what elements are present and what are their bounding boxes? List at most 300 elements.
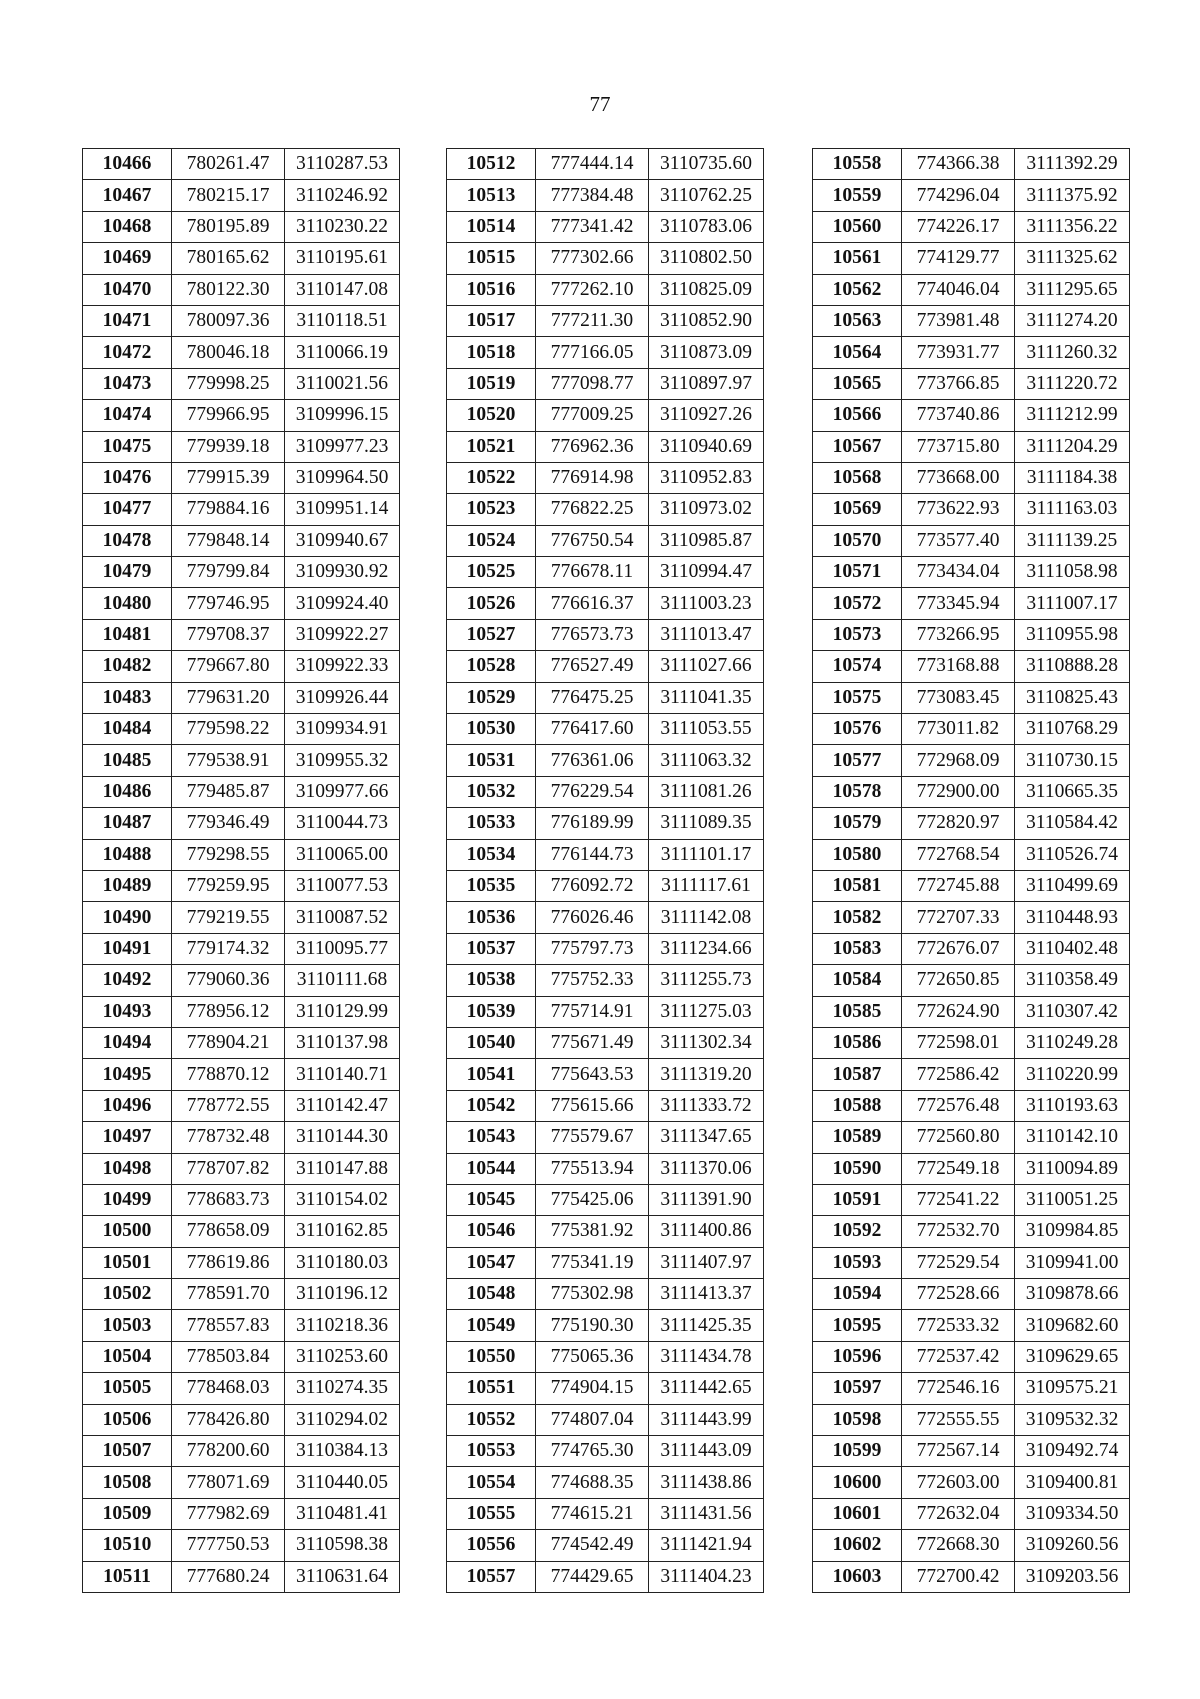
point-id-cell: 10602 — [813, 1530, 902, 1561]
y-coordinate-cell: 3111302.34 — [649, 1027, 764, 1058]
x-coordinate-cell: 776475.25 — [536, 682, 649, 713]
x-coordinate-cell: 775302.98 — [536, 1279, 649, 1310]
x-coordinate-cell: 773011.82 — [902, 714, 1015, 745]
point-id-cell: 10583 — [813, 933, 902, 964]
table-row — [813, 1561, 1130, 1592]
x-coordinate-cell: 776750.54 — [536, 525, 649, 556]
y-coordinate-cell: 3110940.69 — [649, 431, 764, 462]
y-coordinate-cell: 3111027.66 — [649, 651, 764, 682]
y-coordinate-cell: 3110598.38 — [285, 1530, 400, 1561]
y-coordinate-cell: 3111053.55 — [649, 714, 764, 745]
x-coordinate-cell: 779667.80 — [172, 651, 285, 682]
table-row — [813, 839, 1130, 870]
point-id-cell: 10488 — [83, 839, 172, 870]
y-coordinate-cell: 3110051.25 — [1015, 1184, 1130, 1215]
y-coordinate-cell: 3110249.28 — [1015, 1027, 1130, 1058]
point-id-cell: 10535 — [447, 870, 536, 901]
x-coordinate-cell: 772820.97 — [902, 808, 1015, 839]
point-id-cell: 10469 — [83, 243, 172, 274]
y-coordinate-cell: 3109984.85 — [1015, 1216, 1130, 1247]
table-row — [813, 243, 1130, 274]
point-id-cell: 10515 — [447, 243, 536, 274]
table-row — [83, 1373, 400, 1404]
x-coordinate-cell: 772700.42 — [902, 1561, 1015, 1592]
table-row — [813, 1122, 1130, 1153]
table-row — [447, 274, 764, 305]
y-coordinate-cell: 3110044.73 — [285, 808, 400, 839]
table-row — [83, 431, 400, 462]
point-id-cell: 10507 — [83, 1436, 172, 1467]
table-row — [813, 996, 1130, 1027]
table-row — [813, 651, 1130, 682]
table-row — [83, 588, 400, 619]
x-coordinate-cell: 779174.32 — [172, 933, 285, 964]
table-row — [83, 682, 400, 713]
x-coordinate-cell: 780261.47 — [172, 149, 285, 180]
y-coordinate-cell: 3111007.17 — [1015, 588, 1130, 619]
x-coordinate-cell: 775065.36 — [536, 1341, 649, 1372]
point-id-cell: 10569 — [813, 494, 902, 525]
x-coordinate-cell: 773622.93 — [902, 494, 1015, 525]
x-coordinate-cell: 772707.33 — [902, 902, 1015, 933]
point-id-cell: 10484 — [83, 714, 172, 745]
point-id-cell: 10501 — [83, 1247, 172, 1278]
y-coordinate-cell: 3111255.73 — [649, 965, 764, 996]
table-row — [447, 745, 764, 776]
x-coordinate-cell: 774765.30 — [536, 1436, 649, 1467]
x-coordinate-cell: 778707.82 — [172, 1153, 285, 1184]
table-row — [813, 619, 1130, 650]
x-coordinate-cell: 776229.54 — [536, 776, 649, 807]
point-id-cell: 10470 — [83, 274, 172, 305]
table-row — [813, 1373, 1130, 1404]
y-coordinate-cell: 3111438.86 — [649, 1467, 764, 1498]
point-id-cell: 10589 — [813, 1122, 902, 1153]
x-coordinate-cell: 778619.86 — [172, 1247, 285, 1278]
table-row — [83, 619, 400, 650]
point-id-cell: 10499 — [83, 1184, 172, 1215]
point-id-cell: 10575 — [813, 682, 902, 713]
y-coordinate-cell: 3111212.99 — [1015, 400, 1130, 431]
table-row — [83, 808, 400, 839]
table-row — [813, 682, 1130, 713]
table-row — [83, 400, 400, 431]
x-coordinate-cell: 777009.25 — [536, 400, 649, 431]
y-coordinate-cell: 3109940.67 — [285, 525, 400, 556]
y-coordinate-cell: 3110768.29 — [1015, 714, 1130, 745]
table-row — [83, 1436, 400, 1467]
point-id-cell: 10586 — [813, 1027, 902, 1058]
point-id-cell: 10533 — [447, 808, 536, 839]
table-row — [447, 1279, 764, 1310]
table-row — [83, 368, 400, 399]
table-row — [83, 1498, 400, 1529]
y-coordinate-cell: 3111220.72 — [1015, 368, 1130, 399]
table-row — [83, 839, 400, 870]
table-row — [83, 870, 400, 901]
x-coordinate-cell: 772900.00 — [902, 776, 1015, 807]
y-coordinate-cell: 3111204.29 — [1015, 431, 1130, 462]
y-coordinate-cell: 3111392.29 — [1015, 149, 1130, 180]
table-row — [813, 714, 1130, 745]
point-id-cell: 10486 — [83, 776, 172, 807]
x-coordinate-cell: 778071.69 — [172, 1467, 285, 1498]
y-coordinate-cell: 3109878.66 — [1015, 1279, 1130, 1310]
x-coordinate-cell: 778772.55 — [172, 1090, 285, 1121]
y-coordinate-cell: 3110994.47 — [649, 557, 764, 588]
x-coordinate-cell: 775714.91 — [536, 996, 649, 1027]
y-coordinate-cell: 3110140.71 — [285, 1059, 400, 1090]
point-id-cell: 10532 — [447, 776, 536, 807]
x-coordinate-cell: 778732.48 — [172, 1122, 285, 1153]
y-coordinate-cell: 3110253.60 — [285, 1341, 400, 1372]
x-coordinate-cell: 773434.04 — [902, 557, 1015, 588]
table-row — [83, 337, 400, 368]
y-coordinate-cell: 3110897.97 — [649, 368, 764, 399]
table-row — [813, 1153, 1130, 1184]
x-coordinate-cell: 777098.77 — [536, 368, 649, 399]
x-coordinate-cell: 776092.72 — [536, 870, 649, 901]
x-coordinate-cell: 778956.12 — [172, 996, 285, 1027]
table-row — [447, 1561, 764, 1592]
point-id-cell: 10564 — [813, 337, 902, 368]
x-coordinate-cell: 777384.48 — [536, 180, 649, 211]
table-row — [813, 588, 1130, 619]
point-id-cell: 10520 — [447, 400, 536, 431]
table-row — [83, 149, 400, 180]
y-coordinate-cell: 3110985.87 — [649, 525, 764, 556]
table-row — [447, 1247, 764, 1278]
y-coordinate-cell: 3110526.74 — [1015, 839, 1130, 870]
x-coordinate-cell: 780122.30 — [172, 274, 285, 305]
table-row — [447, 965, 764, 996]
x-coordinate-cell: 778683.73 — [172, 1184, 285, 1215]
y-coordinate-cell: 3110294.02 — [285, 1404, 400, 1435]
point-id-cell: 10518 — [447, 337, 536, 368]
x-coordinate-cell: 775615.66 — [536, 1090, 649, 1121]
y-coordinate-cell: 3110852.90 — [649, 305, 764, 336]
point-id-cell: 10475 — [83, 431, 172, 462]
table-row — [447, 870, 764, 901]
point-id-cell: 10585 — [813, 996, 902, 1027]
y-coordinate-cell: 3110195.61 — [285, 243, 400, 274]
y-coordinate-cell: 3111274.20 — [1015, 305, 1130, 336]
x-coordinate-cell: 776026.46 — [536, 902, 649, 933]
point-id-cell: 10467 — [83, 180, 172, 211]
point-id-cell: 10502 — [83, 1279, 172, 1310]
y-coordinate-cell: 3111434.78 — [649, 1341, 764, 1372]
x-coordinate-cell: 773931.77 — [902, 337, 1015, 368]
point-id-cell: 10580 — [813, 839, 902, 870]
point-id-cell: 10596 — [813, 1341, 902, 1372]
point-id-cell: 10578 — [813, 776, 902, 807]
y-coordinate-cell: 3111101.17 — [649, 839, 764, 870]
x-coordinate-cell: 776962.36 — [536, 431, 649, 462]
table-row — [447, 902, 764, 933]
table-row — [83, 965, 400, 996]
table-row — [83, 305, 400, 336]
point-id-cell: 10531 — [447, 745, 536, 776]
point-id-cell: 10538 — [447, 965, 536, 996]
point-id-cell: 10561 — [813, 243, 902, 274]
y-coordinate-cell: 3110162.85 — [285, 1216, 400, 1247]
point-id-cell: 10491 — [83, 933, 172, 964]
point-id-cell: 10534 — [447, 839, 536, 870]
point-id-cell: 10466 — [83, 149, 172, 180]
table-row — [813, 431, 1130, 462]
coordinate-table-1 — [82, 148, 400, 1593]
y-coordinate-cell: 3109334.50 — [1015, 1498, 1130, 1529]
x-coordinate-cell: 779219.55 — [172, 902, 285, 933]
x-coordinate-cell: 775425.06 — [536, 1184, 649, 1215]
y-coordinate-cell: 3110193.63 — [1015, 1090, 1130, 1121]
y-coordinate-cell: 3109951.14 — [285, 494, 400, 525]
table-row — [83, 933, 400, 964]
table-row — [447, 651, 764, 682]
point-id-cell: 10524 — [447, 525, 536, 556]
y-coordinate-cell: 3109941.00 — [1015, 1247, 1130, 1278]
table-row — [83, 274, 400, 305]
point-id-cell: 10489 — [83, 870, 172, 901]
x-coordinate-cell: 774046.04 — [902, 274, 1015, 305]
y-coordinate-cell: 3109532.32 — [1015, 1404, 1130, 1435]
x-coordinate-cell: 772555.55 — [902, 1404, 1015, 1435]
point-id-cell: 10527 — [447, 619, 536, 650]
point-id-cell: 10587 — [813, 1059, 902, 1090]
x-coordinate-cell: 774904.15 — [536, 1373, 649, 1404]
table-row — [813, 1310, 1130, 1341]
point-id-cell: 10513 — [447, 180, 536, 211]
x-coordinate-cell: 772650.85 — [902, 965, 1015, 996]
y-coordinate-cell: 3109955.32 — [285, 745, 400, 776]
x-coordinate-cell: 775797.73 — [536, 933, 649, 964]
x-coordinate-cell: 777341.42 — [536, 211, 649, 242]
table-row — [813, 1436, 1130, 1467]
x-coordinate-cell: 772560.80 — [902, 1122, 1015, 1153]
point-id-cell: 10490 — [83, 902, 172, 933]
table-row — [813, 1216, 1130, 1247]
table-row — [83, 1184, 400, 1215]
y-coordinate-cell: 3111442.65 — [649, 1373, 764, 1404]
x-coordinate-cell: 779884.16 — [172, 494, 285, 525]
point-id-cell: 10544 — [447, 1153, 536, 1184]
y-coordinate-cell: 3110440.05 — [285, 1467, 400, 1498]
point-id-cell: 10480 — [83, 588, 172, 619]
y-coordinate-cell: 3110246.92 — [285, 180, 400, 211]
point-id-cell: 10477 — [83, 494, 172, 525]
x-coordinate-cell: 774129.77 — [902, 243, 1015, 274]
point-id-cell: 10549 — [447, 1310, 536, 1341]
table-row — [83, 1279, 400, 1310]
point-id-cell: 10529 — [447, 682, 536, 713]
table-row — [447, 776, 764, 807]
table-row — [813, 902, 1130, 933]
point-id-cell: 10588 — [813, 1090, 902, 1121]
y-coordinate-cell: 3110144.30 — [285, 1122, 400, 1153]
y-coordinate-cell: 3111370.06 — [649, 1153, 764, 1184]
x-coordinate-cell: 779848.14 — [172, 525, 285, 556]
table-row — [447, 557, 764, 588]
point-id-cell: 10511 — [83, 1561, 172, 1592]
table-row — [813, 557, 1130, 588]
y-coordinate-cell: 3111400.86 — [649, 1216, 764, 1247]
point-id-cell: 10481 — [83, 619, 172, 650]
point-id-cell: 10545 — [447, 1184, 536, 1215]
point-id-cell: 10530 — [447, 714, 536, 745]
table-row — [813, 1404, 1130, 1435]
y-coordinate-cell: 3110147.08 — [285, 274, 400, 305]
y-coordinate-cell: 3110448.93 — [1015, 902, 1130, 933]
table-row — [813, 1498, 1130, 1529]
x-coordinate-cell: 776417.60 — [536, 714, 649, 745]
x-coordinate-cell: 774807.04 — [536, 1404, 649, 1435]
table-row — [813, 211, 1130, 242]
y-coordinate-cell: 3109996.15 — [285, 400, 400, 431]
point-id-cell: 10493 — [83, 996, 172, 1027]
point-id-cell: 10568 — [813, 462, 902, 493]
y-coordinate-cell: 3111013.47 — [649, 619, 764, 650]
table-row — [813, 745, 1130, 776]
x-coordinate-cell: 773981.48 — [902, 305, 1015, 336]
point-id-cell: 10492 — [83, 965, 172, 996]
y-coordinate-cell: 3110584.42 — [1015, 808, 1130, 839]
point-id-cell: 10591 — [813, 1184, 902, 1215]
y-coordinate-cell: 3110230.22 — [285, 211, 400, 242]
table-row — [813, 1341, 1130, 1372]
y-coordinate-cell: 3109977.23 — [285, 431, 400, 462]
point-id-cell: 10592 — [813, 1216, 902, 1247]
x-coordinate-cell: 780046.18 — [172, 337, 285, 368]
table-row — [813, 1530, 1130, 1561]
x-coordinate-cell: 778426.80 — [172, 1404, 285, 1435]
x-coordinate-cell: 772624.90 — [902, 996, 1015, 1027]
point-id-cell: 10542 — [447, 1090, 536, 1121]
table-row — [447, 839, 764, 870]
coordinate-table-3 — [812, 148, 1130, 1593]
y-coordinate-cell: 3111391.90 — [649, 1184, 764, 1215]
x-coordinate-cell: 773168.88 — [902, 651, 1015, 682]
y-coordinate-cell: 3110888.28 — [1015, 651, 1130, 682]
table-row — [83, 211, 400, 242]
y-coordinate-cell: 3110065.00 — [285, 839, 400, 870]
x-coordinate-cell: 779298.55 — [172, 839, 285, 870]
point-id-cell: 10494 — [83, 1027, 172, 1058]
y-coordinate-cell: 3110481.41 — [285, 1498, 400, 1529]
table-row — [813, 1247, 1130, 1278]
x-coordinate-cell: 779538.91 — [172, 745, 285, 776]
x-coordinate-cell: 780097.36 — [172, 305, 285, 336]
y-coordinate-cell: 3110021.56 — [285, 368, 400, 399]
y-coordinate-cell: 3111058.98 — [1015, 557, 1130, 588]
x-coordinate-cell: 773266.95 — [902, 619, 1015, 650]
x-coordinate-cell: 776361.06 — [536, 745, 649, 776]
y-coordinate-cell: 3111333.72 — [649, 1090, 764, 1121]
y-coordinate-cell: 3111431.56 — [649, 1498, 764, 1529]
x-coordinate-cell: 780165.62 — [172, 243, 285, 274]
point-id-cell: 10482 — [83, 651, 172, 682]
point-id-cell: 10528 — [447, 651, 536, 682]
point-id-cell: 10551 — [447, 1373, 536, 1404]
y-coordinate-cell: 3111089.35 — [649, 808, 764, 839]
y-coordinate-cell: 3111421.94 — [649, 1530, 764, 1561]
x-coordinate-cell: 772968.09 — [902, 745, 1015, 776]
table-row — [447, 494, 764, 525]
point-id-cell: 10603 — [813, 1561, 902, 1592]
table-row — [83, 651, 400, 682]
table-row — [813, 933, 1130, 964]
x-coordinate-cell: 780215.17 — [172, 180, 285, 211]
x-coordinate-cell: 777211.30 — [536, 305, 649, 336]
table-row — [447, 1090, 764, 1121]
point-id-cell: 10601 — [813, 1498, 902, 1529]
y-coordinate-cell: 3110873.09 — [649, 337, 764, 368]
point-id-cell: 10599 — [813, 1436, 902, 1467]
y-coordinate-cell: 3111081.26 — [649, 776, 764, 807]
y-coordinate-cell: 3110973.02 — [649, 494, 764, 525]
table-row — [447, 368, 764, 399]
x-coordinate-cell: 772533.32 — [902, 1310, 1015, 1341]
y-coordinate-cell: 3111117.61 — [649, 870, 764, 901]
y-coordinate-cell: 3110307.42 — [1015, 996, 1130, 1027]
table-row — [447, 1404, 764, 1435]
table-row — [813, 337, 1130, 368]
y-coordinate-cell: 3109930.92 — [285, 557, 400, 588]
table-row — [447, 1310, 764, 1341]
point-id-cell: 10565 — [813, 368, 902, 399]
x-coordinate-cell: 775513.94 — [536, 1153, 649, 1184]
y-coordinate-cell: 3110631.64 — [285, 1561, 400, 1592]
table-row — [83, 494, 400, 525]
table-row — [447, 1153, 764, 1184]
point-id-cell: 10479 — [83, 557, 172, 588]
table-row — [83, 1247, 400, 1278]
table-row — [447, 714, 764, 745]
y-coordinate-cell: 3111413.37 — [649, 1279, 764, 1310]
y-coordinate-cell: 3109926.44 — [285, 682, 400, 713]
table-row — [813, 400, 1130, 431]
point-id-cell: 10572 — [813, 588, 902, 619]
table-row — [447, 149, 764, 180]
x-coordinate-cell: 772541.22 — [902, 1184, 1015, 1215]
x-coordinate-cell: 777444.14 — [536, 149, 649, 180]
x-coordinate-cell: 777750.53 — [172, 1530, 285, 1561]
y-coordinate-cell: 3110665.35 — [1015, 776, 1130, 807]
point-id-cell: 10504 — [83, 1341, 172, 1372]
y-coordinate-cell: 3111295.65 — [1015, 274, 1130, 305]
table-row — [83, 525, 400, 556]
x-coordinate-cell: 779060.36 — [172, 965, 285, 996]
point-id-cell: 10600 — [813, 1467, 902, 1498]
point-id-cell: 10536 — [447, 902, 536, 933]
y-coordinate-cell: 3111425.35 — [649, 1310, 764, 1341]
y-coordinate-cell: 3111347.65 — [649, 1122, 764, 1153]
point-id-cell: 10483 — [83, 682, 172, 713]
x-coordinate-cell: 778468.03 — [172, 1373, 285, 1404]
y-coordinate-cell: 3110802.50 — [649, 243, 764, 274]
point-id-cell: 10548 — [447, 1279, 536, 1310]
x-coordinate-cell: 779998.25 — [172, 368, 285, 399]
point-id-cell: 10540 — [447, 1027, 536, 1058]
table-row — [447, 1530, 764, 1561]
table-row — [83, 1467, 400, 1498]
x-coordinate-cell: 775671.49 — [536, 1027, 649, 1058]
x-coordinate-cell: 777262.10 — [536, 274, 649, 305]
x-coordinate-cell: 777166.05 — [536, 337, 649, 368]
point-id-cell: 10522 — [447, 462, 536, 493]
table-row — [813, 965, 1130, 996]
y-coordinate-cell: 3111003.23 — [649, 588, 764, 619]
table-row — [447, 1498, 764, 1529]
